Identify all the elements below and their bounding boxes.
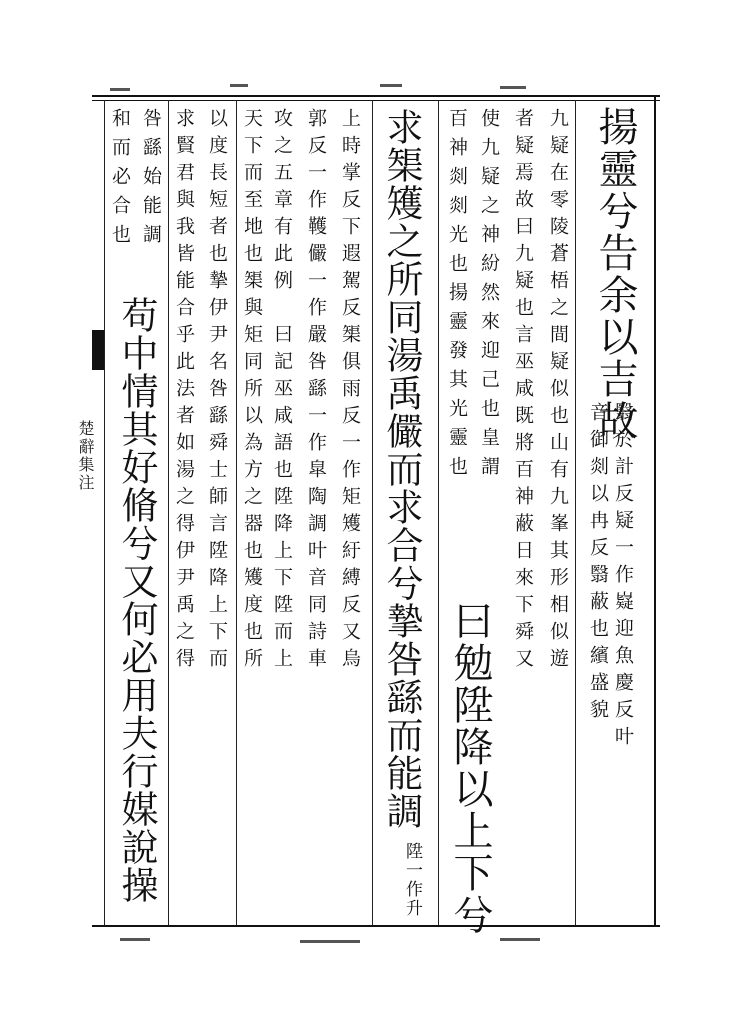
commentary-line: 以度長短者也摯伊尹名咎繇舜士師言陞降上下而 [206, 108, 228, 675]
commentary-line: 天下而至地也榘與矩同所以為方之器也矱度也所 [241, 108, 263, 675]
note-line: 翳於計反疑一作嶷迎魚慶反叶 [612, 402, 634, 753]
column-rule [438, 100, 439, 925]
gutter-mark [92, 330, 104, 370]
commentary-line: 上時掌反下遐駕反榘俱雨反一作矩矱紆縛反又烏 [339, 108, 361, 675]
main-text-column: 曰勉陞降以上下兮 [447, 600, 493, 936]
edge-speck [380, 84, 402, 87]
edge-speck [500, 938, 540, 941]
column-rule [236, 100, 237, 925]
main-text-column: 揚靈兮告余以吉故 [592, 106, 638, 442]
column-rule [575, 100, 576, 925]
edge-speck [230, 84, 248, 87]
commentary-line: 郭反一作韄儼一作嚴咎繇一作皐陶調叶音同詩車 [305, 108, 327, 675]
main-text-column: 苟中情其好脩兮又何必用夫行媒說操 [115, 296, 158, 904]
commentary-line: 和而必合也 [109, 108, 131, 253]
page-frame-right [654, 95, 656, 927]
commentary-line: 使九疑之神紛然來迎己也皇謂 [478, 108, 500, 485]
commentary-line: 百神剡剡光也揚靈發其光靈也 [446, 108, 468, 485]
gutter-label: 楚辭集注 [76, 420, 95, 492]
commentary-line: 九疑在零陵蒼梧之間疑似也山有九峯其形相似遊 [547, 108, 569, 675]
commentary-line: 咎繇始能調 [140, 108, 162, 253]
commentary-line: 攻之五章有此例 曰記巫咸語也陞降上下陞而上 [271, 108, 293, 675]
column-rule [104, 100, 105, 925]
column-rule [372, 100, 373, 925]
edge-speck [500, 86, 526, 89]
column-rule [168, 100, 169, 925]
tail-note: 陞一作升 [402, 842, 422, 918]
main-text-column: 求榘矱之所同湯禹儼而求合兮摯咎繇而能調 [380, 108, 423, 830]
commentary-line: 者疑焉故曰九疑也言巫咸既將百神蔽日來下舜又 [512, 108, 534, 675]
note-line: 音御剡以冉反翳蔽也繽盛貌 [587, 402, 609, 726]
page-frame-bottom [92, 925, 660, 927]
edge-speck [300, 940, 360, 943]
page-frame-top [92, 95, 660, 97]
edge-speck [110, 88, 130, 91]
edge-speck [120, 938, 150, 941]
commentary-line: 求賢君與我皆能合乎此法者如湯之得伊尹禹之得 [173, 108, 195, 675]
